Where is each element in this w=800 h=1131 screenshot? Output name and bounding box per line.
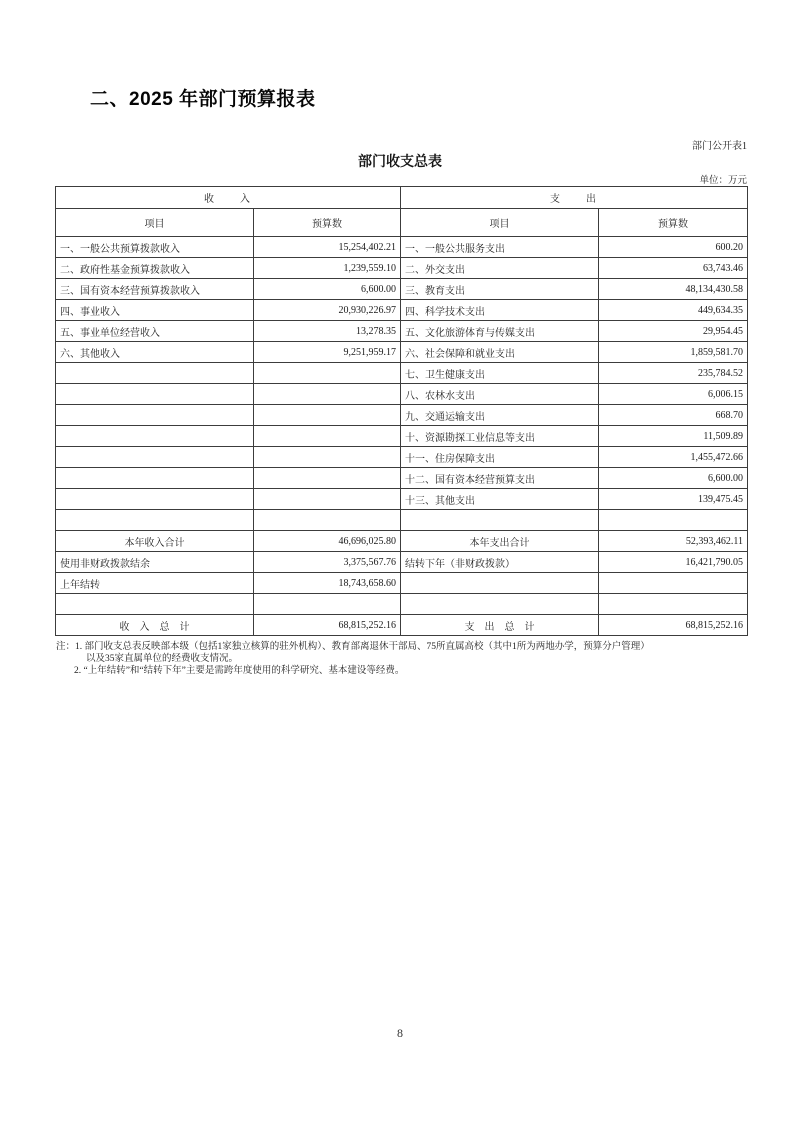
expense-item bbox=[401, 573, 599, 594]
table-row bbox=[56, 363, 748, 384]
income-item bbox=[56, 363, 254, 384]
col-header-expense-budget: 预算数 bbox=[599, 209, 748, 237]
income-item bbox=[56, 468, 254, 489]
expense-grand-total-label: 支 出 总 计 bbox=[401, 615, 599, 636]
expense-item: 十二、国有资本经营预算支出 bbox=[401, 468, 599, 489]
grand-total-row bbox=[56, 615, 748, 636]
footnote-line-3: 2. “上年结转”和“结转下年”主要是需跨年度使用的科学研究、基本建设等经费。 bbox=[74, 666, 405, 676]
expense-item: 一、一般公共服务支出 bbox=[401, 237, 599, 258]
footnotes bbox=[56, 641, 748, 677]
expense-item: 三、教育支出 bbox=[401, 279, 599, 300]
income-item: 四、事业收入 bbox=[56, 300, 254, 321]
income-section-header: 收 入 bbox=[56, 187, 401, 209]
prior-year-carryover-row bbox=[56, 573, 748, 594]
expense-item: 六、社会保障和就业支出 bbox=[401, 342, 599, 363]
expense-item: 八、农林水支出 bbox=[401, 384, 599, 405]
income-value bbox=[254, 384, 401, 405]
expense-value: 1,455,472.66 bbox=[599, 447, 748, 468]
doc-title: 二、2025 年部门预算报表 bbox=[90, 89, 316, 110]
table-row bbox=[56, 405, 748, 426]
col-header-income-item: 项目 bbox=[56, 209, 254, 237]
income-item bbox=[56, 510, 254, 531]
income-item bbox=[56, 447, 254, 468]
income-grand-total-value: 68,815,252.16 bbox=[254, 615, 401, 636]
income-value: 9,251,959.17 bbox=[254, 342, 401, 363]
expense-value: 16,421,790.05 bbox=[599, 552, 748, 573]
expense-item: 十三、其他支出 bbox=[401, 489, 599, 510]
spacer-row bbox=[56, 594, 748, 615]
table-row bbox=[56, 468, 748, 489]
carryover-row bbox=[56, 552, 748, 573]
income-item bbox=[56, 489, 254, 510]
spacer-row bbox=[56, 510, 748, 531]
income-value: 20,930,226.97 bbox=[254, 300, 401, 321]
income-value: 3,375,567.76 bbox=[254, 552, 401, 573]
income-item: 二、政府性基金预算拨款收入 bbox=[56, 258, 254, 279]
income-item: 六、其他收入 bbox=[56, 342, 254, 363]
col-header-income-budget: 预算数 bbox=[254, 209, 401, 237]
income-total-label: 本年收入合计 bbox=[56, 531, 254, 552]
expense-value: 6,600.00 bbox=[599, 468, 748, 489]
table-row bbox=[56, 342, 748, 363]
current-year-total-row bbox=[56, 531, 748, 552]
expense-value: 449,634.35 bbox=[599, 300, 748, 321]
expense-value: 1,859,581.70 bbox=[599, 342, 748, 363]
expense-value: 11,509.89 bbox=[599, 426, 748, 447]
expense-item: 四、科学技术支出 bbox=[401, 300, 599, 321]
expense-item: 二、外交支出 bbox=[401, 258, 599, 279]
expense-value bbox=[599, 510, 748, 531]
income-item: 一、一般公共预算拨款收入 bbox=[56, 237, 254, 258]
expense-item: 七、卫生健康支出 bbox=[401, 363, 599, 384]
income-item: 五、事业单位经营收入 bbox=[56, 321, 254, 342]
income-item bbox=[56, 594, 254, 615]
income-value: 1,239,559.10 bbox=[254, 258, 401, 279]
expense-value bbox=[599, 573, 748, 594]
table-tag-label: 部门公开表1 bbox=[692, 141, 747, 152]
page-number: 8 bbox=[397, 1026, 403, 1040]
income-item bbox=[56, 405, 254, 426]
expense-total-value: 52,393,462.11 bbox=[599, 531, 748, 552]
expense-item: 结转下年（非财政拨款） bbox=[401, 552, 599, 573]
expense-value: 235,784.52 bbox=[599, 363, 748, 384]
table-title: 部门收支总表 bbox=[358, 153, 442, 169]
income-item: 上年结转 bbox=[56, 573, 254, 594]
expense-item bbox=[401, 510, 599, 531]
budget-summary-table bbox=[55, 186, 748, 636]
income-value bbox=[254, 426, 401, 447]
table-row bbox=[56, 489, 748, 510]
footnote-line-2: 以及35家直属单位的经费收支情况。 bbox=[86, 654, 239, 664]
section-header-row bbox=[56, 187, 748, 209]
expense-value: 600.20 bbox=[599, 237, 748, 258]
expense-section-header: 支 出 bbox=[401, 187, 748, 209]
table-row bbox=[56, 384, 748, 405]
income-grand-total-label: 收 入 总 计 bbox=[56, 615, 254, 636]
expense-item: 十、资源勘探工业信息等支出 bbox=[401, 426, 599, 447]
expense-value: 668.70 bbox=[599, 405, 748, 426]
expense-total-label: 本年支出合计 bbox=[401, 531, 599, 552]
income-value bbox=[254, 363, 401, 384]
expense-item bbox=[401, 594, 599, 615]
income-item: 三、国有资本经营预算拨款收入 bbox=[56, 279, 254, 300]
income-item bbox=[56, 426, 254, 447]
expense-value: 63,743.46 bbox=[599, 258, 748, 279]
income-value bbox=[254, 447, 401, 468]
income-item bbox=[56, 384, 254, 405]
expense-grand-total-value: 68,815,252.16 bbox=[599, 615, 748, 636]
unit-label: 单位：万元 bbox=[699, 176, 747, 186]
income-value: 13,278.35 bbox=[254, 321, 401, 342]
table-row bbox=[56, 237, 748, 258]
expense-item: 五、文化旅游体育与传媒支出 bbox=[401, 321, 599, 342]
table-row bbox=[56, 258, 748, 279]
footnote-line-1: 注：1. 部门收支总表反映部本级（包括1家独立核算的驻外机构）、教育部离退休干部局、75所直属高校（其中1所为两地办学，预算分户管理） bbox=[56, 642, 650, 652]
expense-item: 十一、住房保障支出 bbox=[401, 447, 599, 468]
income-value bbox=[254, 489, 401, 510]
income-value bbox=[254, 594, 401, 615]
expense-value: 48,134,430.58 bbox=[599, 279, 748, 300]
expense-value: 6,006.15 bbox=[599, 384, 748, 405]
income-value bbox=[254, 405, 401, 426]
income-item: 使用非财政拨款结余 bbox=[56, 552, 254, 573]
table-row bbox=[56, 300, 748, 321]
table-row bbox=[56, 279, 748, 300]
column-header-row bbox=[56, 209, 748, 237]
table-row bbox=[56, 321, 748, 342]
income-value bbox=[254, 510, 401, 531]
col-header-expense-item: 项目 bbox=[401, 209, 599, 237]
income-total-value: 46,696,025.80 bbox=[254, 531, 401, 552]
income-value bbox=[254, 468, 401, 489]
expense-value bbox=[599, 594, 748, 615]
table-row bbox=[56, 447, 748, 468]
expense-value: 139,475.45 bbox=[599, 489, 748, 510]
expense-item: 九、交通运输支出 bbox=[401, 405, 599, 426]
expense-value: 29,954.45 bbox=[599, 321, 748, 342]
income-value: 18,743,658.60 bbox=[254, 573, 401, 594]
table-row bbox=[56, 426, 748, 447]
income-value: 15,254,402.21 bbox=[254, 237, 401, 258]
income-value: 6,600.00 bbox=[254, 279, 401, 300]
